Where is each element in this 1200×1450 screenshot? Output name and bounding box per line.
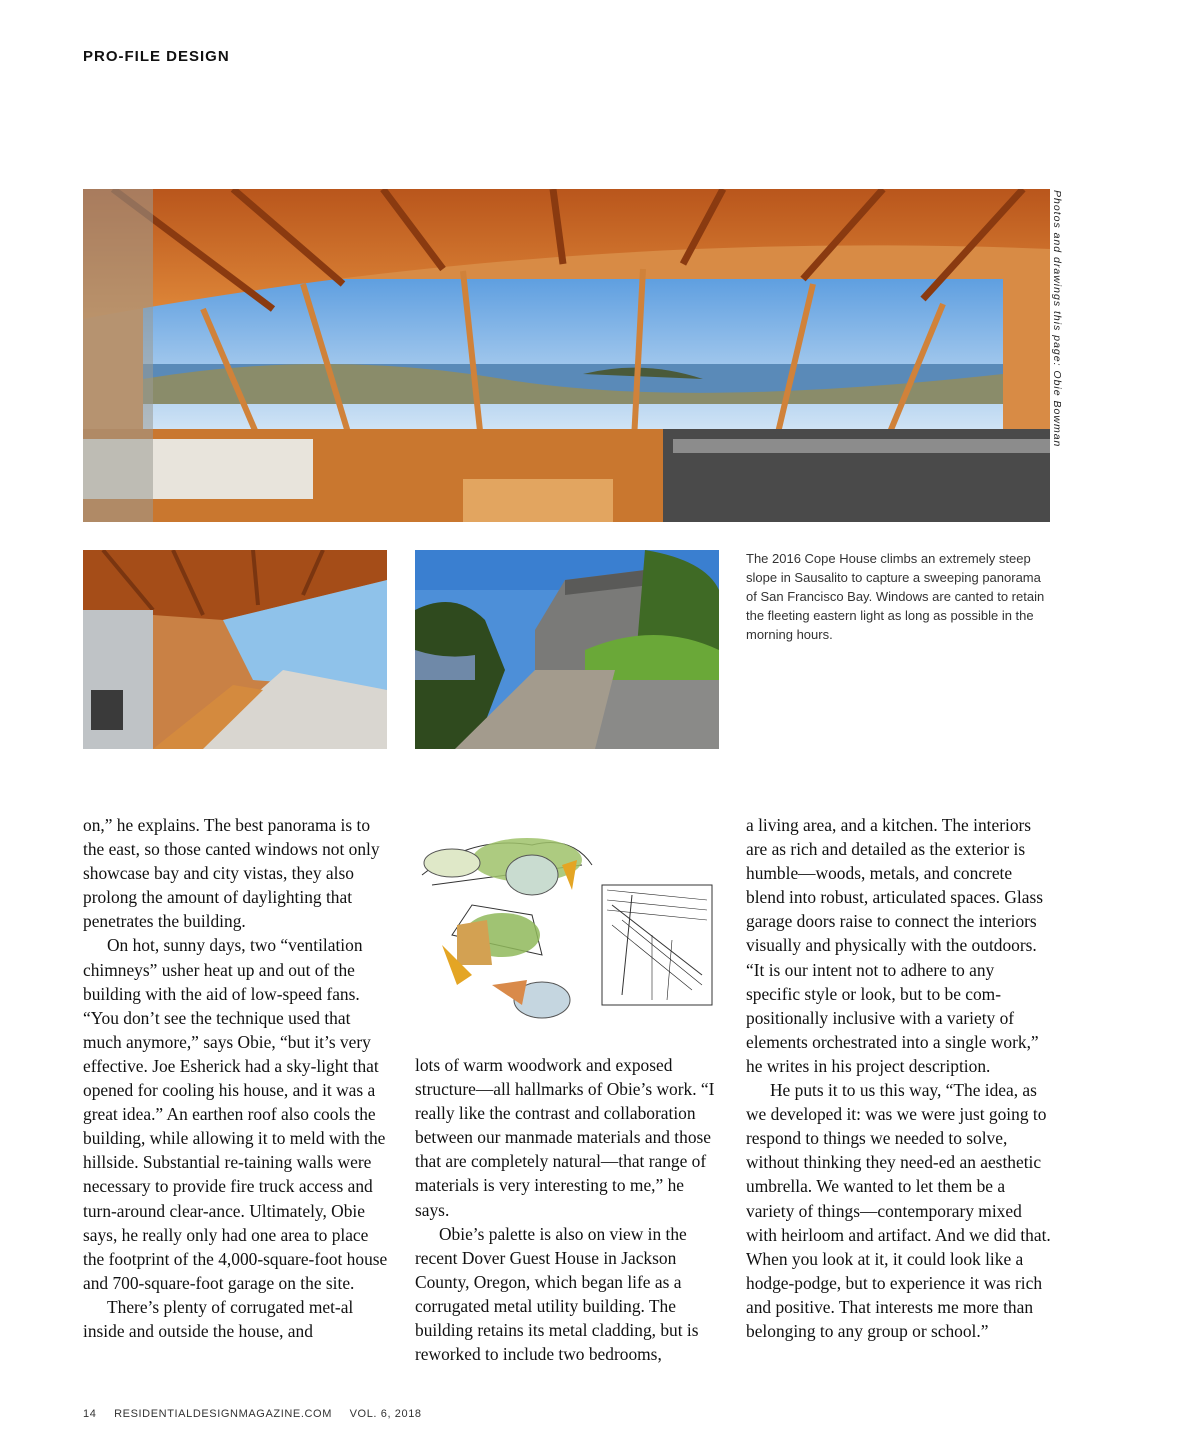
- article-column-2: [415, 1053, 720, 1366]
- photo-caption: The 2016 Cope House climbs an extremely steep slope in Sausalito to capture a sweeping panorama of San Francisco Bay. Windows are canted to retain the fleeting eastern light as long as possible in the morning hours.: [746, 551, 1045, 642]
- paragraph: On hot, sunny days, two “ventilation chimneys” usher heat up and out of the building with the aid of low-speed fans. “You don’t see the technique used that much anymore,” says Obie, “but it’s very effective. Joe Esherick had a sky-light that opened for cooling his house, and it was a great idea.” An earthen roof also cools the building, while allowing it to meld with the hillside. Substantial re-taining walls were necessary to provide fire truck access and turn-around clear-ance. Ultimately, Obie says, he really only had one area to place the footprint of the 4,000-square-foot house and 700-square-foot garage on the site.: [83, 935, 388, 1293]
- paragraph: lots of warm woodwork and exposed structure—all hallmarks of Obie’s work. “I really like the contrast and collaboration between our manmade materials and those that are completely natural—that range of materials is very interesting to me,” he says.: [415, 1055, 715, 1220]
- sketch-drawings: [412, 815, 720, 1027]
- page-number: 14: [83, 1408, 97, 1420]
- paragraph: Obie’s palette is also on view in the recent Dover Guest House in Jackson County, Oregon, which began life as a corrugated metal utility building. The building retains its metal cladding, but is reworked to include two bedrooms,: [415, 1223, 699, 1365]
- paragraph: He puts it to us this way, “The idea, as we developed it: was we were just going to respond to things we needed to solve, without thinking they need-ed an aesthetic umbrella. We wanted to let them be a variety of things—contemporary mixed with heirloom and artifact. And we did that. When you look at it, it could look like a hodge-podge, but to experience it was rich and positive. That interests me more than belonging to any group or school.”: [746, 1080, 1051, 1341]
- panorama-photo: [83, 189, 1050, 522]
- photo-credit: Photos and drawings this page: Obie Bowman: [1051, 190, 1063, 448]
- terrace-photo: [415, 550, 719, 749]
- kitchen-photo: [83, 550, 387, 749]
- article-column-3: [746, 813, 1051, 1343]
- issue-info: VOL. 6, 2018: [349, 1408, 422, 1420]
- paragraph: a living area, and a kitchen. The interiors are as rich and detailed as the exterior is humble—woods, metals, and concrete blend into robust, articulated spaces. Glass garage doors raise to connect the interiors visually and physically with the outdoors. “It is our intent not to adhere to any specific style or look, but to be com-positionally inclusive with a variety of elements orchestrated into a single work,” he writes in his project description.: [746, 815, 1044, 1076]
- paragraph: on,” he explains. The best panorama is to the east, so those canted windows not only showcase bay and city vistas, they also prolong the amount of daylighting that penetrates the building.: [83, 815, 380, 932]
- article-column-1: [83, 813, 388, 1343]
- page-footer: [83, 1408, 436, 1420]
- section-label: PRO-FILE DESIGN: [83, 48, 230, 65]
- paragraph: There’s plenty of corrugated met-al inside and outside the house, and: [83, 1296, 354, 1341]
- magazine-site: RESIDENTIALDESIGNMAGAZINE.COM: [114, 1408, 332, 1420]
